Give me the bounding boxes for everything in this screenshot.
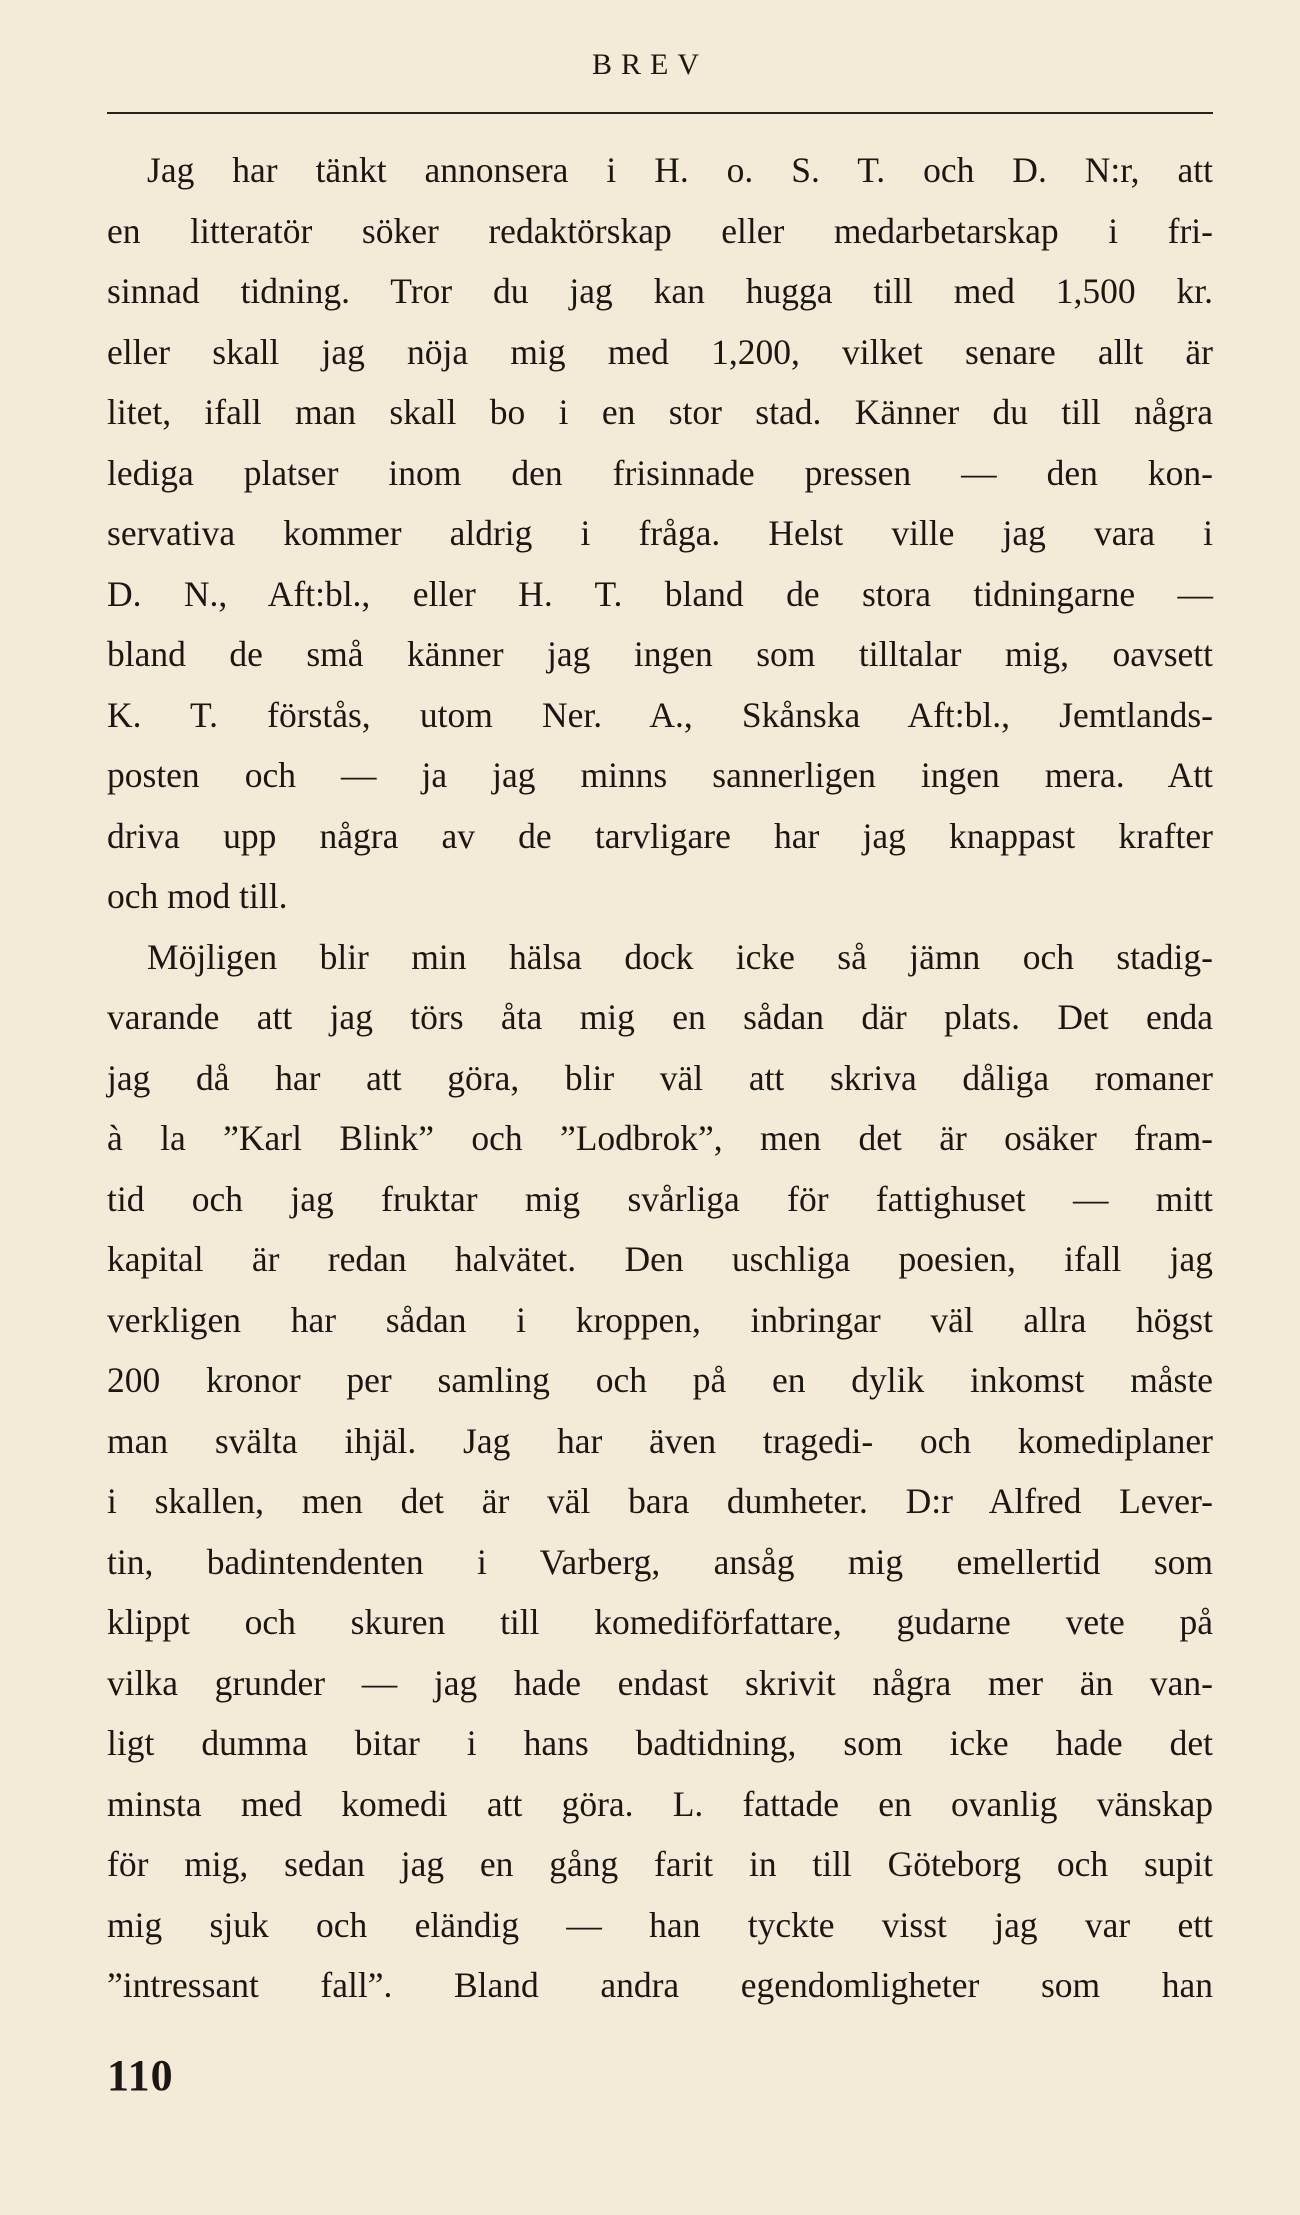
text-line: minsta med komedi att göra. L. fattade en ovanlig vänskap	[107, 1783, 1213, 1824]
text-line: 200 kronor per samling och på en dylik inkomst måste	[107, 1360, 1213, 1400]
text-line: för mig, sedan jag en gång farit in till Göteborg och supit	[107, 1844, 1213, 1884]
text-line: ”intressant fall”. Bland andra egendomligheter som han	[107, 1965, 1213, 2005]
page-number: 110	[107, 2051, 174, 2100]
paragraph-2	[107, 927, 1213, 2016]
text-line: och mod till.	[107, 876, 288, 916]
text-line: verkligen har sådan i kroppen, inbringar väl allra högst	[107, 1299, 1213, 1340]
text-line: bland de små känner jag ingen som tilltalar mig, oavsett	[107, 634, 1213, 674]
text-line: servativa kommer aldrig i fråga. Helst ville jag vara i	[107, 513, 1213, 553]
text-line: en litteratör söker redaktörskap eller medarbetarskap i fri-	[107, 210, 1213, 251]
text-line: driva upp några av de tarvligare har jag knappast krafter	[107, 815, 1213, 856]
text-line: mig sjuk och eländig — han tyckte visst jag var ett	[107, 1904, 1213, 1945]
text-line: tid och jag fruktar mig svårliga för fattighuset — mitt	[107, 1178, 1213, 1219]
text-line: man svälta ihjäl. Jag har även tragedi- och komediplaner	[107, 1420, 1213, 1461]
body-text	[107, 140, 1213, 2016]
text-line: sinnad tidning. Tror du jag kan hugga till med 1,500 kr.	[107, 271, 1213, 311]
text-line: varande att jag törs åta mig en sådan där plats. Det enda	[107, 997, 1213, 1037]
text-line: tin, badintendenten i Varberg, ansåg mig emellertid som	[107, 1541, 1213, 1582]
text-line: ligt dumma bitar i hans badtidning, som icke hade det	[107, 1723, 1213, 1763]
text-line: Jag har tänkt annonsera i H. o. S. T. och D. N:r, att	[147, 150, 1213, 190]
text-line: klippt och skuren till komediförfattare, gudarne vete på	[107, 1602, 1213, 1642]
text-line: vilka grunder — jag hade endast skrivit några mer än van-	[107, 1662, 1213, 1703]
text-line: Möjligen blir min hälsa dock icke så jämn och stadig-	[147, 936, 1213, 977]
text-line: D. N., Aft:bl., eller H. T. bland de stora tidningarne —	[107, 573, 1213, 614]
text-line: posten och — ja jag minns sannerligen ingen mera. Att	[107, 755, 1213, 795]
text-line: à la ”Karl Blink” och ”Lodbrok”, men det är osäker fram-	[107, 1118, 1213, 1158]
running-head: BREV	[591, 48, 708, 81]
header-rule	[107, 112, 1213, 114]
text-line: i skallen, men det är väl bara dumheter. D:r Alfred Lever-	[107, 1481, 1213, 1521]
text-line: jag då har att göra, blir väl att skriva dåliga romaner	[107, 1057, 1213, 1098]
text-line: K. T. förstås, utom Ner. A., Skånska Aft:bl., Jemtlands-	[107, 694, 1213, 735]
text-line: litet, ifall man skall bo i en stor stad. Känner du till några	[107, 392, 1213, 432]
text-line: eller skall jag nöja mig med 1,200, vilket senare allt är	[107, 331, 1213, 372]
text-line: lediga platser inom den frisinnade pressen — den kon-	[107, 452, 1213, 493]
text-line: kapital är redan halvätet. Den uschliga poesien, ifall jag	[107, 1239, 1213, 1279]
paragraph-1	[107, 140, 1213, 927]
